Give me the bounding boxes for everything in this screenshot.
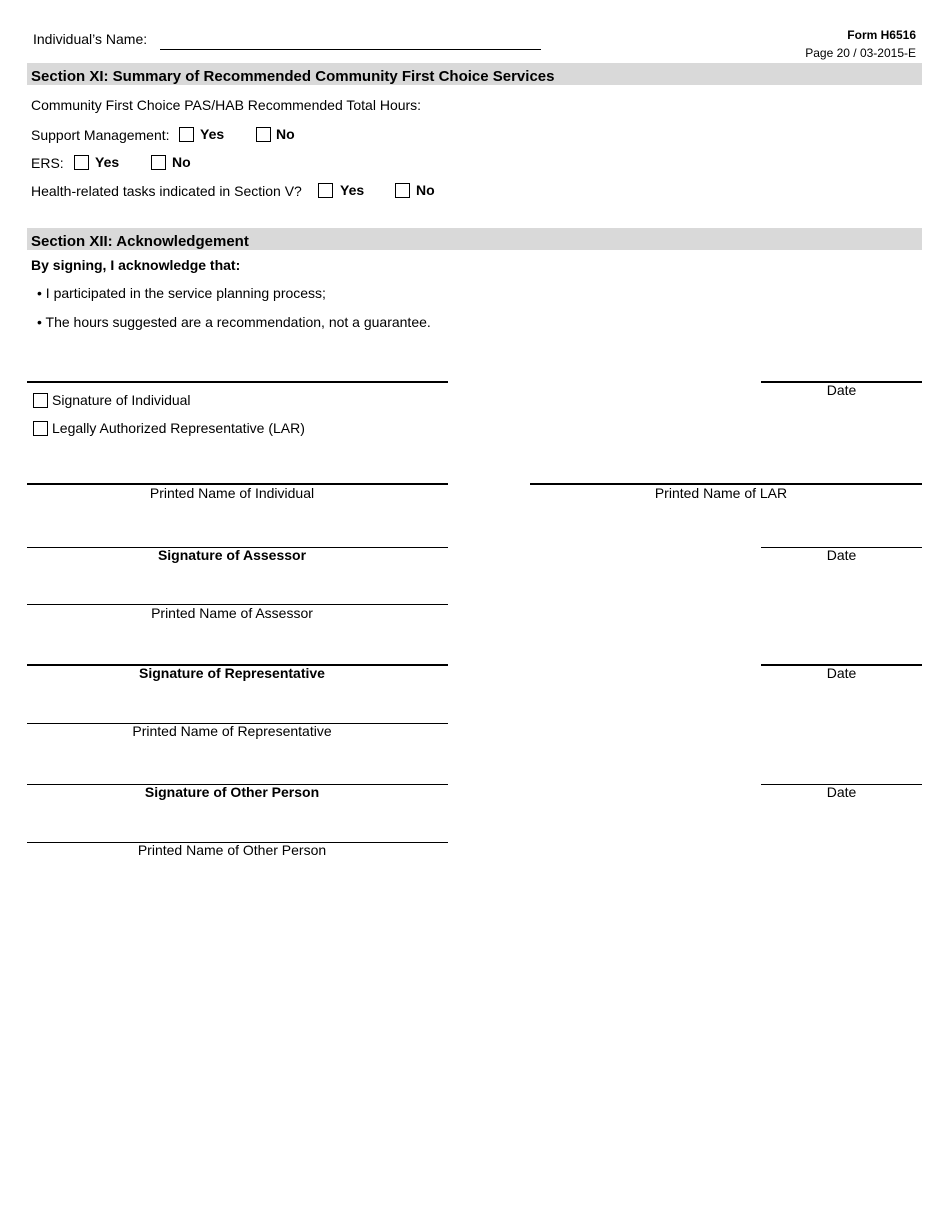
ers-yes-checkbox[interactable] bbox=[74, 155, 89, 170]
printed-lar-label: Printed Name of LAR bbox=[654, 485, 788, 501]
support-management-no-checkbox[interactable] bbox=[256, 127, 271, 142]
ers-label: ERS: bbox=[31, 155, 64, 171]
support-management-yes-checkbox[interactable] bbox=[179, 127, 194, 142]
signature-assessor-label: Signature of Assessor bbox=[157, 547, 307, 563]
acknowledge-bullet-2: • The hours suggested are a recommendation, not a guarantee. bbox=[37, 314, 431, 330]
signature-individual-line[interactable] bbox=[27, 381, 448, 383]
health-tasks-yes-checkbox[interactable] bbox=[318, 183, 333, 198]
acknowledge-intro: By signing, I acknowledge that: bbox=[31, 257, 241, 273]
date-other-label: Date bbox=[826, 784, 857, 800]
signature-individual-checkbox[interactable] bbox=[33, 393, 48, 408]
support-management-no-label: No bbox=[276, 126, 295, 142]
ers-no-checkbox[interactable] bbox=[151, 155, 166, 170]
printed-other-label: Printed Name of Other Person bbox=[137, 842, 327, 858]
form-number: Form H6516 bbox=[847, 28, 916, 42]
lar-checkbox[interactable] bbox=[33, 421, 48, 436]
section-xii-title: Section XII: Acknowledgement bbox=[31, 233, 249, 250]
health-tasks-label: Health-related tasks indicated in Section V? bbox=[31, 183, 302, 199]
signature-representative-label: Signature of Representative bbox=[139, 665, 325, 681]
individual-name-field[interactable] bbox=[160, 28, 540, 48]
individual-name-label: Individual’s Name: bbox=[33, 31, 148, 47]
ers-yes-label: Yes bbox=[95, 154, 120, 170]
date-individual-label: Date bbox=[826, 382, 857, 398]
acknowledge-bullet-1: • I participated in the service planning process; bbox=[37, 285, 326, 301]
lar-label: Legally Authorized Representative (LAR) bbox=[52, 420, 305, 436]
total-hours-label: Community First Choice PAS/HAB Recommended Total Hours: bbox=[31, 97, 422, 113]
support-management-yes-label: Yes bbox=[200, 126, 225, 142]
section-xi-title: Section XI: Summary of Recommended Community First Choice Services bbox=[31, 68, 555, 85]
printed-individual-label: Printed Name of Individual bbox=[149, 485, 315, 501]
page-info: Page 20 / 03-2015-E bbox=[805, 46, 916, 60]
ers-no-label: No bbox=[172, 154, 191, 170]
date-assessor-label: Date bbox=[826, 547, 857, 563]
health-tasks-yes-label: Yes bbox=[340, 182, 365, 198]
signature-individual-label: Signature of Individual bbox=[52, 392, 191, 408]
date-representative-label: Date bbox=[826, 665, 857, 681]
signature-other-label: Signature of Other Person bbox=[144, 784, 320, 800]
printed-assessor-label: Printed Name of Assessor bbox=[151, 605, 313, 621]
individual-name-underline bbox=[160, 49, 541, 50]
printed-representative-label: Printed Name of Representative bbox=[132, 723, 332, 739]
health-tasks-no-label: No bbox=[416, 182, 435, 198]
support-management-label: Support Management: bbox=[31, 127, 170, 143]
health-tasks-no-checkbox[interactable] bbox=[395, 183, 410, 198]
